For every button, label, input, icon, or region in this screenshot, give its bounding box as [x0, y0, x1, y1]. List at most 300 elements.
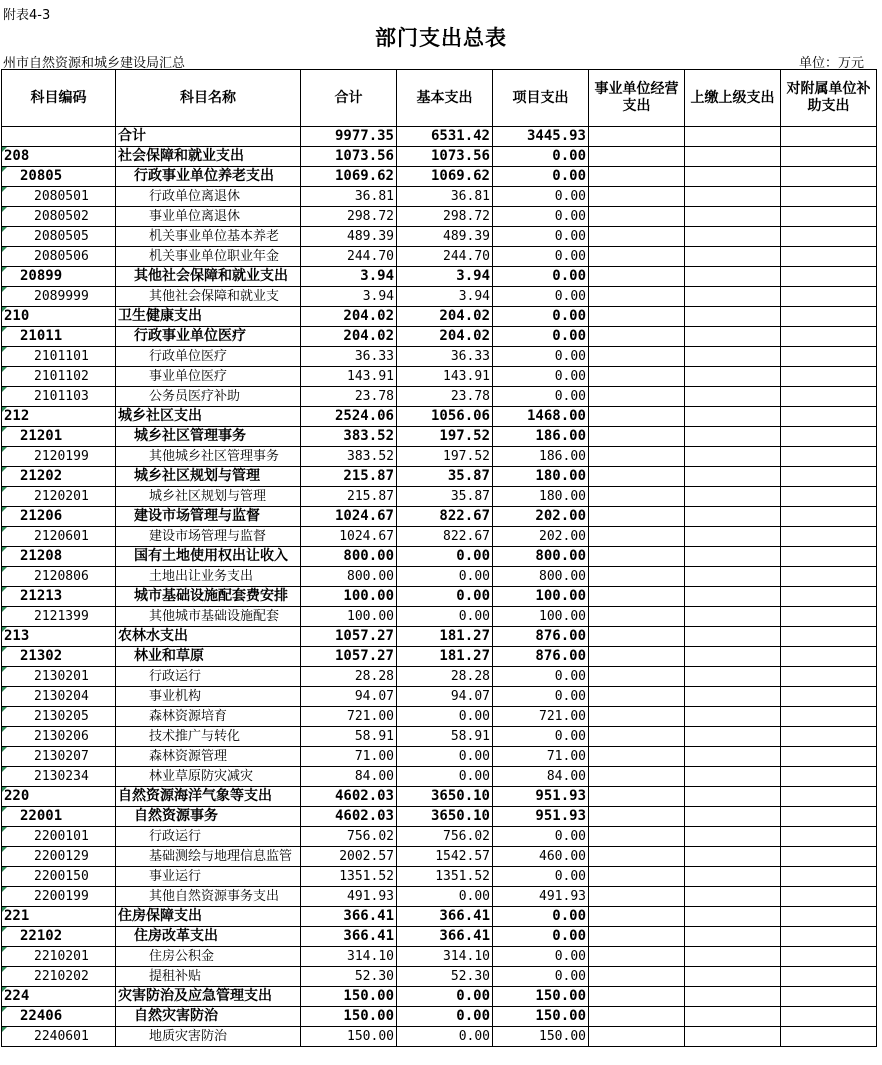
cell-subsidy	[781, 387, 877, 407]
cell-code: 21202	[2, 467, 116, 487]
cell-total: 1024.67	[301, 507, 397, 527]
cell-business	[589, 187, 685, 207]
cell-code: 2080502	[2, 207, 116, 227]
cell-basic: 3.94	[397, 267, 493, 287]
cell-total: 150.00	[301, 1007, 397, 1027]
cell-name: 自然资源海洋气象等支出	[116, 787, 301, 807]
cell-subsidy	[781, 907, 877, 927]
table-row	[2, 967, 877, 987]
cell-code: 2210201	[2, 947, 116, 967]
organization-name: 州市自然资源和城乡建设局汇总	[3, 56, 186, 71]
cell-project: 800.00	[493, 547, 589, 567]
cell-project: 0.00	[493, 727, 589, 747]
cell-total: 100.00	[301, 607, 397, 627]
cell-remit	[685, 907, 781, 927]
cell-remit	[685, 947, 781, 967]
cell-total: 9977.35	[301, 127, 397, 147]
cell-basic: 0.00	[397, 987, 493, 1007]
cell-total: 58.91	[301, 727, 397, 747]
header-total: 合计	[301, 70, 397, 127]
cell-code: 2130201	[2, 667, 116, 687]
cell-business	[589, 807, 685, 827]
cell-business	[589, 227, 685, 247]
cell-total: 100.00	[301, 587, 397, 607]
cell-business	[589, 927, 685, 947]
cell-project: 0.00	[493, 267, 589, 287]
cell-basic: 3.94	[397, 287, 493, 307]
cell-subsidy	[781, 807, 877, 827]
cell-code: 212	[2, 407, 116, 427]
cell-name: 行政单位离退休	[116, 187, 301, 207]
table-row	[2, 507, 877, 527]
cell-total: 1057.27	[301, 647, 397, 667]
table-row	[2, 367, 877, 387]
cell-basic: 314.10	[397, 947, 493, 967]
cell-project: 0.00	[493, 687, 589, 707]
cell-code: 21011	[2, 327, 116, 347]
cell-code: 2101102	[2, 367, 116, 387]
cell-remit	[685, 127, 781, 147]
cell-code	[2, 127, 116, 147]
cell-business	[589, 547, 685, 567]
cell-project: 1468.00	[493, 407, 589, 427]
cell-business	[589, 407, 685, 427]
cell-code: 2200199	[2, 887, 116, 907]
cell-basic: 35.87	[397, 487, 493, 507]
cell-basic: 28.28	[397, 667, 493, 687]
cell-remit	[685, 687, 781, 707]
cell-project: 150.00	[493, 1007, 589, 1027]
cell-business	[589, 907, 685, 927]
table-row	[2, 487, 877, 507]
cell-project: 0.00	[493, 327, 589, 347]
cell-basic: 1542.57	[397, 847, 493, 867]
cell-business	[589, 367, 685, 387]
cell-business	[589, 387, 685, 407]
table-row	[2, 667, 877, 687]
cell-basic: 204.02	[397, 327, 493, 347]
cell-basic: 94.07	[397, 687, 493, 707]
cell-remit	[685, 187, 781, 207]
cell-project: 876.00	[493, 627, 589, 647]
unit-label: 单位：万元	[798, 56, 864, 71]
cell-subsidy	[781, 407, 877, 427]
cell-subsidy	[781, 307, 877, 327]
cell-subsidy	[781, 767, 877, 787]
cell-total: 94.07	[301, 687, 397, 707]
cell-basic: 0.00	[397, 887, 493, 907]
cell-remit	[685, 787, 781, 807]
cell-remit	[685, 267, 781, 287]
cell-subsidy	[781, 427, 877, 447]
cell-name: 城乡社区规划与管理	[116, 487, 301, 507]
cell-code: 2200101	[2, 827, 116, 847]
cell-subsidy	[781, 267, 877, 287]
cell-remit	[685, 707, 781, 727]
cell-basic: 0.00	[397, 707, 493, 727]
table-row	[2, 747, 877, 767]
cell-code: 2240601	[2, 1027, 116, 1047]
cell-basic: 36.81	[397, 187, 493, 207]
cell-business	[589, 607, 685, 627]
table-row	[2, 227, 877, 247]
cell-business	[589, 567, 685, 587]
cell-subsidy	[781, 287, 877, 307]
cell-project: 100.00	[493, 587, 589, 607]
cell-business	[589, 307, 685, 327]
table-row	[2, 387, 877, 407]
cell-code: 2101103	[2, 387, 116, 407]
cell-total: 244.70	[301, 247, 397, 267]
cell-business	[589, 207, 685, 227]
cell-code: 2089999	[2, 287, 116, 307]
cell-total: 215.87	[301, 467, 397, 487]
table-row	[2, 807, 877, 827]
table-row	[2, 267, 877, 287]
cell-subsidy	[781, 967, 877, 987]
table-row	[2, 427, 877, 447]
cell-name: 机关事业单位基本养老	[116, 227, 301, 247]
cell-code: 21201	[2, 427, 116, 447]
cell-remit	[685, 487, 781, 507]
cell-project: 0.00	[493, 827, 589, 847]
cell-project: 0.00	[493, 287, 589, 307]
cell-code: 21302	[2, 647, 116, 667]
cell-name: 其他自然资源事务支出	[116, 887, 301, 907]
cell-code: 220	[2, 787, 116, 807]
cell-code: 2101101	[2, 347, 116, 367]
cell-basic: 181.27	[397, 647, 493, 667]
cell-name: 自然资源事务	[116, 807, 301, 827]
cell-remit	[685, 287, 781, 307]
cell-business	[589, 267, 685, 287]
table-row	[2, 847, 877, 867]
cell-name: 农林水支出	[116, 627, 301, 647]
cell-project: 0.00	[493, 307, 589, 327]
cell-business	[589, 487, 685, 507]
cell-total: 800.00	[301, 567, 397, 587]
cell-business	[589, 1007, 685, 1027]
cell-name: 行政事业单位医疗	[116, 327, 301, 347]
table-row	[2, 647, 877, 667]
cell-name: 行政运行	[116, 667, 301, 687]
cell-project: 0.00	[493, 667, 589, 687]
cell-total: 1351.52	[301, 867, 397, 887]
cell-name: 城乡社区规划与管理	[116, 467, 301, 487]
cell-remit	[685, 847, 781, 867]
cell-project: 202.00	[493, 527, 589, 547]
table-row	[2, 627, 877, 647]
cell-business	[589, 507, 685, 527]
cell-remit	[685, 627, 781, 647]
cell-name: 事业单位医疗	[116, 367, 301, 387]
cell-business	[589, 847, 685, 867]
table-row	[2, 987, 877, 1007]
cell-name: 土地出让业务支出	[116, 567, 301, 587]
cell-remit	[685, 607, 781, 627]
cell-code: 2130205	[2, 707, 116, 727]
cell-total: 23.78	[301, 387, 397, 407]
header-basic: 基本支出	[397, 70, 493, 127]
cell-total: 298.72	[301, 207, 397, 227]
cell-project: 951.93	[493, 807, 589, 827]
cell-total: 204.02	[301, 327, 397, 347]
cell-project: 0.00	[493, 347, 589, 367]
cell-basic: 0.00	[397, 587, 493, 607]
cell-business	[589, 767, 685, 787]
cell-subsidy	[781, 467, 877, 487]
cell-total: 84.00	[301, 767, 397, 787]
cell-total: 383.52	[301, 427, 397, 447]
cell-remit	[685, 147, 781, 167]
cell-subsidy	[781, 667, 877, 687]
cell-code: 2080501	[2, 187, 116, 207]
table-row	[2, 467, 877, 487]
cell-name: 事业运行	[116, 867, 301, 887]
cell-basic: 52.30	[397, 967, 493, 987]
table-row	[2, 1027, 877, 1047]
cell-business	[589, 687, 685, 707]
cell-code: 22406	[2, 1007, 116, 1027]
cell-basic: 23.78	[397, 387, 493, 407]
cell-remit	[685, 247, 781, 267]
cell-subsidy	[781, 547, 877, 567]
cell-remit	[685, 387, 781, 407]
cell-name: 地质灾害防治	[116, 1027, 301, 1047]
cell-business	[589, 527, 685, 547]
cell-project: 202.00	[493, 507, 589, 527]
cell-basic: 366.41	[397, 907, 493, 927]
cell-name: 林业草原防灾减灾	[116, 767, 301, 787]
cell-basic: 298.72	[397, 207, 493, 227]
cell-remit	[685, 407, 781, 427]
table-row	[2, 527, 877, 547]
cell-total: 1069.62	[301, 167, 397, 187]
cell-name: 森林资源管理	[116, 747, 301, 767]
cell-code: 2120601	[2, 527, 116, 547]
cell-name: 其他城市基础设施配套	[116, 607, 301, 627]
cell-remit	[685, 507, 781, 527]
cell-basic: 1056.06	[397, 407, 493, 427]
cell-code: 221	[2, 907, 116, 927]
cell-total: 28.28	[301, 667, 397, 687]
cell-subsidy	[781, 927, 877, 947]
table-row	[2, 567, 877, 587]
page-title: 部门支出总表	[375, 26, 507, 50]
cell-code: 2121399	[2, 607, 116, 627]
cell-subsidy	[781, 887, 877, 907]
cell-name: 自然灾害防治	[116, 1007, 301, 1027]
cell-total: 366.41	[301, 927, 397, 947]
cell-remit	[685, 747, 781, 767]
cell-name: 城乡社区支出	[116, 407, 301, 427]
table-row	[2, 307, 877, 327]
cell-total: 491.93	[301, 887, 397, 907]
cell-subsidy	[781, 207, 877, 227]
cell-basic: 366.41	[397, 927, 493, 947]
cell-name: 公务员医疗补助	[116, 387, 301, 407]
table-row	[2, 287, 877, 307]
attachment-label: 附表4-3	[3, 8, 51, 23]
cell-name: 其他社会保障和就业支	[116, 287, 301, 307]
cell-basic: 197.52	[397, 427, 493, 447]
cell-remit	[685, 667, 781, 687]
cell-basic: 1351.52	[397, 867, 493, 887]
cell-code: 210	[2, 307, 116, 327]
cell-remit	[685, 467, 781, 487]
cell-project: 876.00	[493, 647, 589, 667]
cell-subsidy	[781, 167, 877, 187]
cell-total: 215.87	[301, 487, 397, 507]
cell-code: 20805	[2, 167, 116, 187]
total-row	[2, 127, 877, 147]
table-row	[2, 247, 877, 267]
cell-project: 0.00	[493, 907, 589, 927]
table-row	[2, 187, 877, 207]
cell-business	[589, 707, 685, 727]
cell-name: 住房公积金	[116, 947, 301, 967]
header-subsidy: 对附属单位补助支出	[781, 70, 877, 127]
cell-project: 180.00	[493, 467, 589, 487]
cell-subsidy	[781, 367, 877, 387]
cell-project: 0.00	[493, 147, 589, 167]
cell-name: 建设市场管理与监督	[116, 527, 301, 547]
header-project: 项目支出	[493, 70, 589, 127]
cell-total: 150.00	[301, 1027, 397, 1047]
cell-total: 2524.06	[301, 407, 397, 427]
cell-code: 2130204	[2, 687, 116, 707]
cell-project: 0.00	[493, 927, 589, 947]
cell-name: 森林资源培育	[116, 707, 301, 727]
cell-project: 0.00	[493, 967, 589, 987]
table-row	[2, 687, 877, 707]
cell-project: 0.00	[493, 187, 589, 207]
cell-project: 491.93	[493, 887, 589, 907]
table-row	[2, 867, 877, 887]
cell-remit	[685, 927, 781, 947]
table-row	[2, 827, 877, 847]
cell-business	[589, 247, 685, 267]
cell-name: 行政运行	[116, 827, 301, 847]
cell-business	[589, 747, 685, 767]
expenditure-table	[1, 69, 877, 1047]
cell-basic: 822.67	[397, 527, 493, 547]
cell-business	[589, 327, 685, 347]
cell-subsidy	[781, 947, 877, 967]
cell-remit	[685, 827, 781, 847]
cell-project: 0.00	[493, 167, 589, 187]
cell-total: 1024.67	[301, 527, 397, 547]
cell-name: 住房保障支出	[116, 907, 301, 927]
cell-name: 事业机构	[116, 687, 301, 707]
cell-name: 住房改革支出	[116, 927, 301, 947]
cell-subsidy	[781, 567, 877, 587]
table-row	[2, 767, 877, 787]
cell-subsidy	[781, 847, 877, 867]
cell-remit	[685, 207, 781, 227]
cell-name: 行政事业单位养老支出	[116, 167, 301, 187]
cell-remit	[685, 547, 781, 567]
cell-name: 行政单位医疗	[116, 347, 301, 367]
cell-business	[589, 887, 685, 907]
cell-total: 4602.03	[301, 787, 397, 807]
cell-remit	[685, 587, 781, 607]
cell-name: 城市基础设施配套费安排	[116, 587, 301, 607]
cell-name: 林业和草原	[116, 647, 301, 667]
cell-business	[589, 727, 685, 747]
header-code: 科目编码	[2, 70, 116, 127]
cell-project: 186.00	[493, 447, 589, 467]
cell-business	[589, 967, 685, 987]
cell-project: 150.00	[493, 1027, 589, 1047]
cell-remit	[685, 647, 781, 667]
cell-total: 204.02	[301, 307, 397, 327]
cell-basic: 1069.62	[397, 167, 493, 187]
cell-remit	[685, 1007, 781, 1027]
cell-remit	[685, 327, 781, 347]
cell-code: 2120199	[2, 447, 116, 467]
cell-code: 2080506	[2, 247, 116, 267]
cell-total: 721.00	[301, 707, 397, 727]
cell-name: 社会保障和就业支出	[116, 147, 301, 167]
cell-business	[589, 647, 685, 667]
cell-basic: 6531.42	[397, 127, 493, 147]
cell-basic: 0.00	[397, 1027, 493, 1047]
table-row	[2, 607, 877, 627]
cell-name: 合计	[116, 127, 301, 147]
cell-subsidy	[781, 147, 877, 167]
cell-remit	[685, 867, 781, 887]
cell-subsidy	[781, 507, 877, 527]
cell-subsidy	[781, 627, 877, 647]
cell-total: 4602.03	[301, 807, 397, 827]
cell-subsidy	[781, 587, 877, 607]
table-row	[2, 707, 877, 727]
cell-basic: 197.52	[397, 447, 493, 467]
cell-basic: 0.00	[397, 767, 493, 787]
cell-remit	[685, 1027, 781, 1047]
cell-code: 20899	[2, 267, 116, 287]
cell-basic: 0.00	[397, 1007, 493, 1027]
table-row	[2, 887, 877, 907]
cell-subsidy	[781, 527, 877, 547]
cell-total: 3.94	[301, 267, 397, 287]
cell-subsidy	[781, 187, 877, 207]
cell-subsidy	[781, 727, 877, 747]
cell-project: 0.00	[493, 227, 589, 247]
cell-project: 721.00	[493, 707, 589, 727]
cell-code: 22102	[2, 927, 116, 947]
table-row	[2, 447, 877, 467]
cell-subsidy	[781, 1027, 877, 1047]
cell-code: 21208	[2, 547, 116, 567]
header-row	[2, 70, 877, 127]
cell-remit	[685, 447, 781, 467]
cell-basic: 0.00	[397, 747, 493, 767]
table-row	[2, 787, 877, 807]
cell-business	[589, 447, 685, 467]
cell-code: 2130206	[2, 727, 116, 747]
cell-name: 机关事业单位职业年金	[116, 247, 301, 267]
cell-basic: 204.02	[397, 307, 493, 327]
cell-business	[589, 347, 685, 367]
cell-project: 0.00	[493, 947, 589, 967]
table-row	[2, 407, 877, 427]
cell-basic: 181.27	[397, 627, 493, 647]
cell-total: 150.00	[301, 987, 397, 1007]
cell-name: 城乡社区管理事务	[116, 427, 301, 447]
cell-business	[589, 427, 685, 447]
